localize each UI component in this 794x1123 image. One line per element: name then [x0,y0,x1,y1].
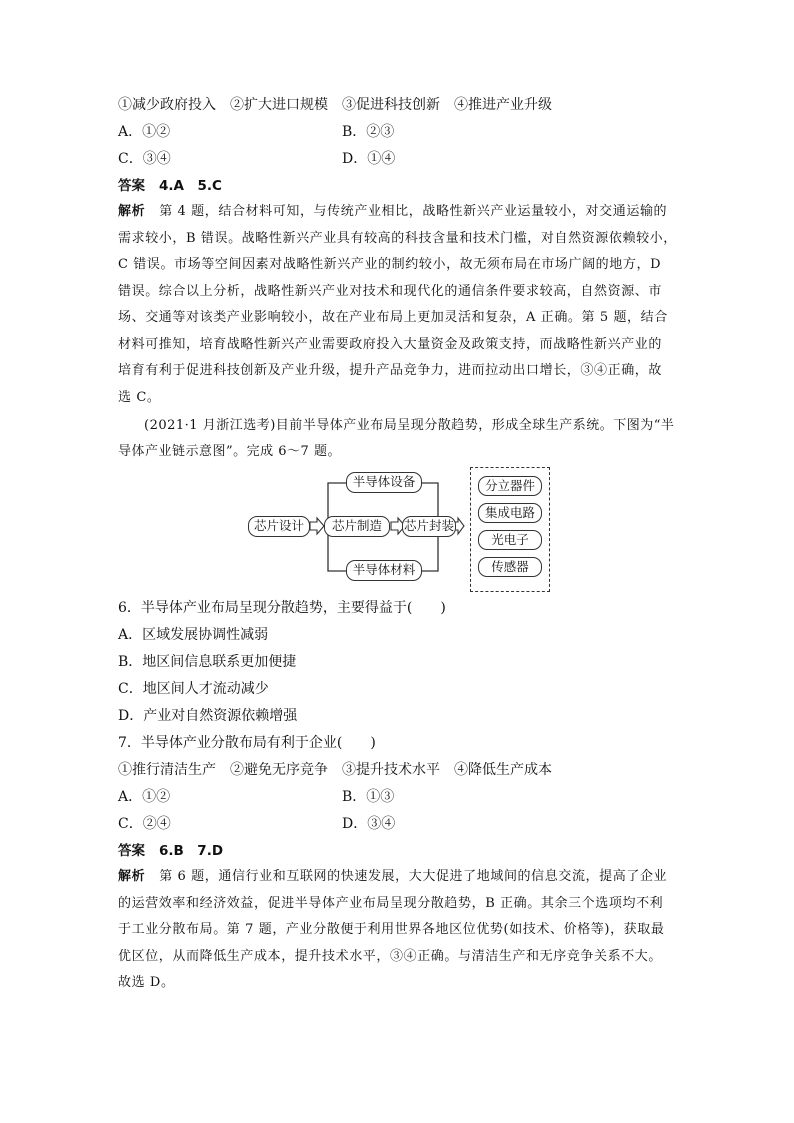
q7-options-row1 [118,784,678,811]
chip-packaging-box: 芯片封装 [402,516,456,537]
analysis-line: 于工业分散布局。第 7 题，产业分散便于利用世界各地区位优势(如技术、价格等)，获取最 [118,922,665,937]
page-content [118,92,678,997]
semiconductor-equipment-box: 半导体设备 [346,472,422,493]
semiconductor-material-box: 半导体材料 [346,560,422,581]
chip-design-box: 芯片设计 [248,516,310,537]
analysis-line: 故选 D。 [118,975,175,990]
material-intro [118,413,678,465]
q6-option-c[interactable]: C．地区间人才流动减少 [118,681,269,697]
analysis-line: 培育有利于促进科技创新及产业升级，提升产品竞争力，进而拉动出口增长，③④正确，故 [118,363,663,378]
arrow-icon [310,518,324,534]
q6-option-d[interactable]: D．产业对自然资源依赖增强 [118,708,298,724]
intro-line: 导体产业链示意图”。完成 6～7 题。 [118,444,341,459]
q5-options-row2 [118,146,678,173]
semiconductor-chain-diagram [118,467,678,595]
answer-6-7 [118,838,678,864]
q5-option-a[interactable]: A．①② [118,124,171,140]
q7-option-d[interactable]: D．③④ [342,816,396,832]
product-sensor: 传感器 [478,557,542,577]
analysis-line: 解析 第 6 题，通信行业和互联网的快速发展，大大促进了地域间的信息交流，提高了企业 [118,869,668,884]
analysis-label: 解析 [118,204,146,219]
analysis-6-7 [118,864,678,997]
q7-options-row2 [118,811,678,838]
equipment-line-right [418,483,438,519]
answer-value: 4.A 5.C [159,178,222,194]
analysis-line: 解析 第 4 题，结合材料可知，与传统产业相比，战略性新兴产业运量较小，对交通运输的 [118,204,668,219]
q7-statements: ①推行清洁生产 ②避免无序竞争 ③提升技术水平 ④降低生产成本 [118,762,552,778]
answer-4-5 [118,173,678,199]
q5-option-d[interactable]: D．①④ [342,151,396,167]
analysis-line: 错误。综合以上分析，战略性新兴产业对技术和现代化的通信条件要求较高，自然资源、市 [118,283,663,299]
q6-option-a[interactable]: A．区域发展协调性减弱 [118,627,269,643]
answer-label: 答案 [118,178,145,194]
q5-option-b[interactable]: B．②③ [342,124,395,140]
q5-option-c[interactable]: C．③④ [118,151,171,167]
analysis-line: 需求较小，B 错误。战略性新兴产业具有较高的科技含量和技术门槛，对自然资源依赖较小， [118,230,677,246]
analysis-line: C 错误。市场等空间因素对战略性新兴产业的制约较小，故无须布局在市场广阔的地方，D [118,257,662,272]
analysis-line: 优区位，从而降低生产成本，提升技术水平，③④正确。与清洁生产和无序竞争关系不大。 [118,948,663,964]
answer-value: 6.B 7.D [159,843,224,859]
analysis-line: 的运营效率和经济效益，促进半导体产业布局呈现分散趋势，B 正确。其余三个选项均不利 [118,895,664,911]
product-optoelectronics: 光电子 [478,530,542,550]
q6-stem: 6．半导体产业布局呈现分散趋势，主要得益于( ) [118,600,446,616]
analysis-label: 解析 [118,869,146,884]
q5-options-row1 [118,119,678,146]
q7-stem: 7．半导体产业分散布局有利于企业( ) [118,735,376,751]
q6-option-b[interactable]: B．地区间信息联系更加便捷 [118,654,297,670]
q7-option-a[interactable]: A．①② [118,789,171,805]
chip-manufacture-box: 芯片制造 [324,516,390,537]
q5-statements: ①减少政府投入 ②扩大进口规模 ③促进科技创新 ④推进产业升级 [118,97,552,113]
product-integrated-circuit: 集成电路 [478,503,542,523]
product-discrete-devices: 分立器件 [478,476,542,496]
q7-option-c[interactable]: C．②④ [118,816,171,832]
intro-line: (2021·1 月浙江选考)目前半导体产业布局呈现分散趋势，形成全球生产系统。下图为“半 [144,418,675,433]
analysis-line: 场、交通等对该类产业影响较小，故在产业布局上更加灵活和复杂，A 正确。第 5 题，结合 [118,310,668,325]
analysis-4-5 [118,199,678,411]
q7-option-b[interactable]: B．①③ [342,789,395,805]
answer-label: 答案 [118,843,145,859]
analysis-line: 选 C。 [118,389,161,405]
analysis-line: 材料可推知，培育战略性新兴产业需要政府投入大量资金及政策支持，而战略性新兴产业的 [118,336,663,352]
